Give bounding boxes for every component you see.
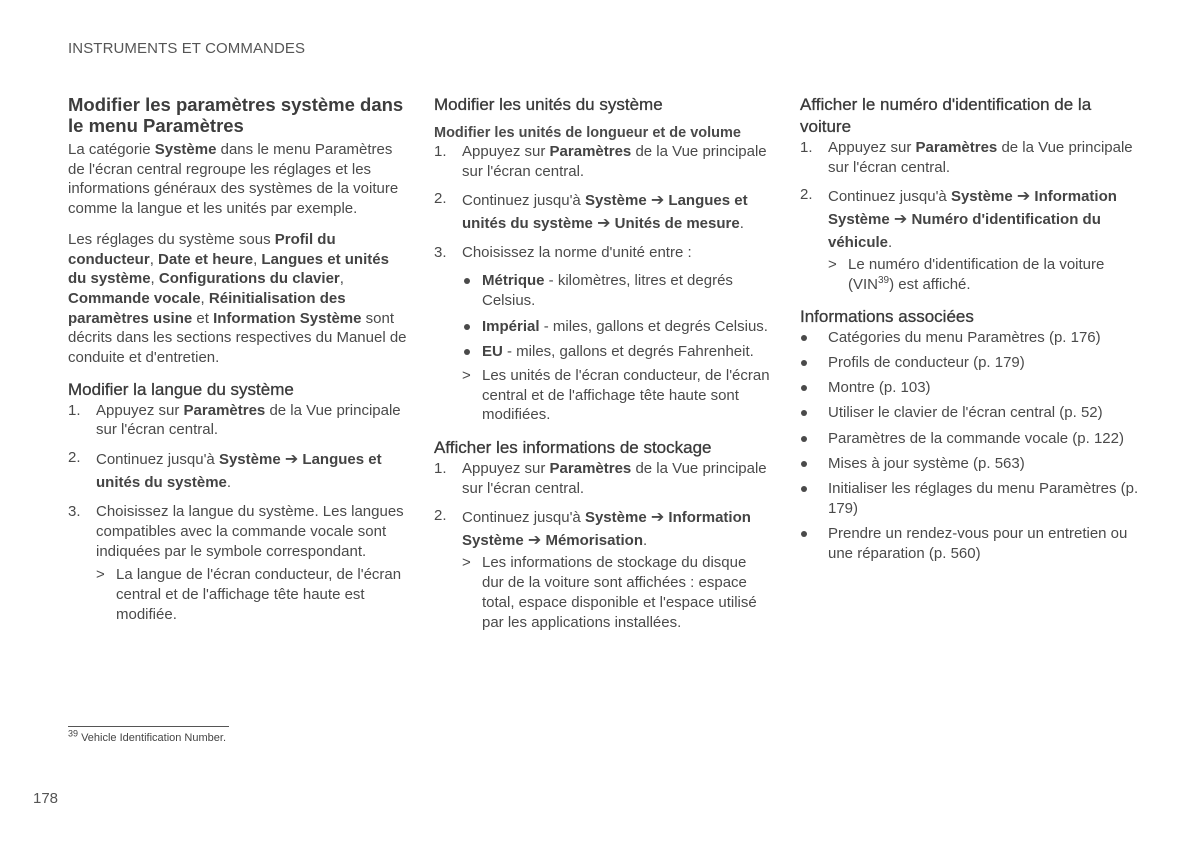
- language-steps: [68, 401, 408, 625]
- bullet-icon: [801, 410, 807, 416]
- related-link[interactable]: Utiliser le clavier de l'écran central (p. 52): [800, 403, 1145, 423]
- related-link[interactable]: Paramètres de la commande vocale (p. 122): [800, 429, 1145, 449]
- result-note: > La langue de l'écran conducteur, de l'écran central et de l'affichage tête haute est modifiée.: [96, 566, 402, 623]
- footnote-divider: [68, 726, 229, 727]
- arrow-icon: ➔: [650, 509, 665, 527]
- bullet-icon: [801, 335, 807, 341]
- bullet-icon: [464, 278, 470, 284]
- result-note: > Les unités de l'écran conducteur, de l'écran central et de l'affichage tête haute sont modifiées.: [462, 366, 770, 424]
- bullet-icon: [464, 324, 470, 330]
- column-system-settings: [68, 94, 408, 624]
- step-item: 1. Appuyez sur Paramètres de la Vue principale sur l'écran central.: [434, 460, 767, 497]
- related-link[interactable]: Montre (p. 103): [800, 378, 1145, 398]
- arrow-icon: ➔: [527, 532, 542, 550]
- bullet-icon: [801, 436, 807, 442]
- result-note: > Les informations de stockage du disque dur de la voiture sont affichées : espace total, espace disponible et l'espace utilisé par les applications installées.: [462, 554, 757, 631]
- subheading-related: Informations associées: [800, 306, 974, 326]
- step-item: 3. Choisissez la langue du système. Les langues compatibles avec la commande vocale sont indiquées par le symbole correspondant. > La langue de l'écran conducteur, de l'écran central et de l'affichage tête haute est modifiée.: [68, 502, 408, 624]
- related-link[interactable]: Mises à jour système (p. 563): [800, 454, 1145, 474]
- related-link[interactable]: Catégories du menu Paramètres (p. 176): [800, 328, 1145, 348]
- unit-options: [462, 271, 772, 362]
- bullet-icon: [801, 486, 807, 492]
- unit-option-imperial: Impérial - miles, gallons et degrés Celsius.: [462, 317, 772, 337]
- bullet-icon: [801, 360, 807, 366]
- section-title: Afficher le numéro d'identification de la voiture: [800, 95, 1092, 136]
- column-vin: [800, 94, 1145, 569]
- arrow-icon: ➔: [1016, 188, 1031, 206]
- column-system-units: [434, 94, 772, 632]
- section-title: Modifier les paramètres système dans le menu Paramètres: [68, 94, 404, 136]
- step-item: 2. Continuez jusqu'à Système ➔ Information Système ➔ Mémorisation. > Les informations de stockage du disque dur de la voiture sont affichées : espace total, espace disponible et l'espace utilisé par les applications installées.: [434, 506, 772, 632]
- arrow-icon: ➔: [284, 451, 299, 469]
- subheading-language: Modifier la langue du système: [68, 379, 294, 399]
- intro-paragraph: La catégorie Système dans le menu Paramètres de l'écran central regroupe les réglages et les informations généraux des systèmes de la voiture comme la langue et les unités par exemple.: [68, 141, 399, 218]
- arrow-icon: ➔: [893, 211, 908, 229]
- page-number: 178: [33, 790, 59, 807]
- arrow-icon: ➔: [650, 192, 665, 210]
- footnote: $^{39}$ Vehicle Identification Number.: [68, 728, 226, 744]
- result-note: > Le numéro d'identification de la voiture (VIN$^{39}$) est affiché.: [828, 256, 1105, 294]
- bullet-icon: [801, 385, 807, 391]
- settings-paragraph: Les réglages du système sous Profil du conducteur, Date et heure, Langues et unités du système, Configurations du clavier, Commande vocale, Réinitialisation des paramètres usine et Information Système sont décrits dans les sections respectives du Manuel de conduite et d'entretien.: [68, 230, 407, 367]
- storage-steps: [434, 459, 772, 632]
- related-link[interactable]: Initialiser les réglages du menu Paramètres (p. 179): [800, 479, 1145, 518]
- unit-option-metric: Métrique - kilomètres, litres et degrés Celsius.: [462, 271, 772, 310]
- step-item: 3. Choisissez la norme d'unité entre : Métrique - kilomètres, litres et degrés Celsius. Impérial - miles, gallons et degrés Celsius. EU - miles, gallons et degrés Fahrenheit. > Les unités de l'écran conducteur, de l'écran central et de l'affichage tête haute sont modifiées.: [434, 243, 772, 425]
- arrow-icon: ➔: [597, 215, 611, 233]
- step-item: 1. Appuyez sur Paramètres de la Vue principale sur l'écran central.: [68, 401, 401, 439]
- related-links: [800, 328, 1145, 564]
- bullet-icon: [801, 531, 807, 537]
- related-link[interactable]: Profils de conducteur (p. 179): [800, 353, 1145, 373]
- vin-steps: [800, 138, 1145, 295]
- units-steps: [434, 142, 772, 425]
- step-item: 1. Appuyez sur Paramètres de la Vue principale sur l'écran central.: [800, 139, 1133, 176]
- step-item: 1. Appuyez sur Paramètres de la Vue principale sur l'écran central.: [434, 143, 767, 180]
- section-title: Modifier les unités du système: [434, 95, 663, 114]
- bullet-icon: [801, 461, 807, 467]
- related-link[interactable]: Prendre un rendez-vous pour un entretien ou une réparation (p. 560): [800, 524, 1145, 563]
- step-item: 2. Continuez jusqu'à Système ➔ Langues et unités du système ➔ Unités de mesure.: [434, 190, 748, 233]
- subheading-storage: Afficher les informations de stockage: [434, 438, 712, 458]
- step-item: 2. Continuez jusqu'à Système ➔ Langues et unités du système.: [68, 449, 382, 492]
- running-header: INSTRUMENTS ET COMMANDES: [68, 40, 306, 57]
- subtitle: Modifier les unités de longueur et de volume: [434, 125, 741, 141]
- step-item: 2. Continuez jusqu'à Système ➔ Information Système ➔ Numéro d'identification du véhicule. > Le numéro d'identification de la voiture (VIN$^{39}$) est affiché.: [800, 185, 1145, 294]
- unit-option-eu: EU - miles, gallons et degrés Fahrenheit.: [462, 342, 772, 362]
- bullet-icon: [464, 349, 470, 355]
